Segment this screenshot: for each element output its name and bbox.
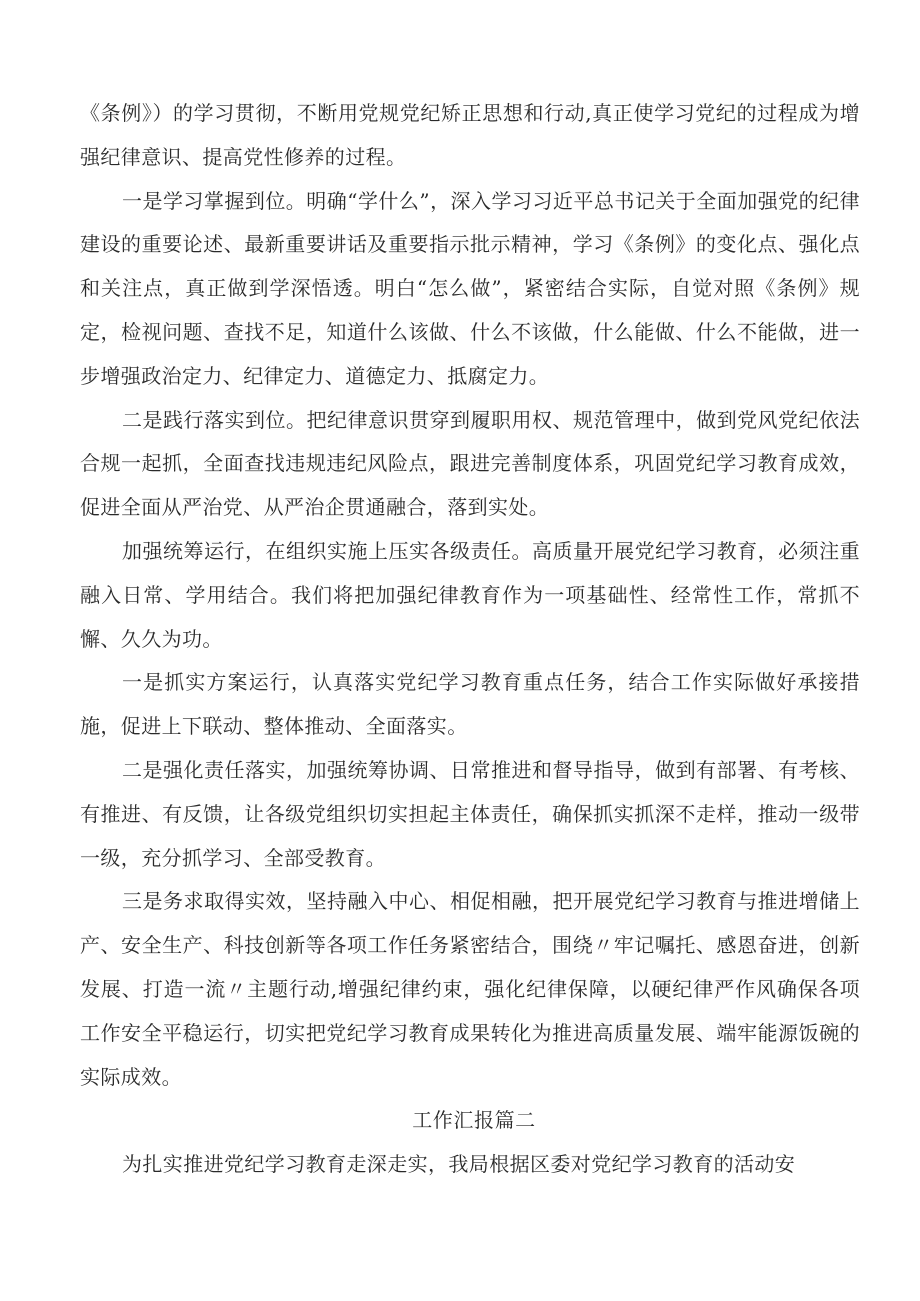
- paragraph-5: 一是抓实方案运行，认真落实党纪学习教育重点任务，结合工作实际做好承接措施，促进上下联动、整体推动、全面落实。: [80, 670, 860, 739]
- paragraph-3: 二是践行落实到位。把纪律意识贯穿到履职用权、规范管理中，做到党风党纪依法合规一起抓，全面查找违规违纪风险点，跟进完善制度体系，巩固党纪学习教育成效，促进全面从严治党、从严治企贯通融合，落到实处。: [80, 407, 860, 520]
- document-body: [80, 92, 860, 1187]
- closing-paragraph: 为扎实推进党纪学习教育走深走实，我局根据区委对党纪学习教育的活动安: [122, 1152, 796, 1177]
- paragraph-2: 一是学习掌握到位。明确“学什么”，深入学习习近平总书记关于全面加强党的纪律建设的重要论述、最新重要讲话及重要指示批示精神，学习《条例》的变化点、强化点和关注点，真正做到学深悟透。明白“怎么做”，紧密结合实际，自觉对照《条例》规定，检视问题、查找不足，知道什么该做、什么不该做，什么能做、什么不能做，进一步增强政治定力、纪律定力、道德定力、抵腐定力。: [80, 188, 860, 388]
- paragraph-4: 加强统筹运行，在组织实施上压实各级责任。高质量开展党纪学习教育，必须注重融入日常、学用结合。我们将把加强纪律教育作为一项基础性、经常性工作，常抓不懈、久久为功。: [80, 538, 860, 651]
- paragraph-1: 《条例》）的学习贯彻，不断用党规党纪矫正思想和行动,真正使学习党纪的过程成为增强纪律意识、提高党性修养的过程。: [80, 101, 860, 169]
- section-heading: 工作汇报篇二: [412, 1108, 536, 1133]
- paragraph-6: 二是强化责任落实，加强统筹协调、日常推进和督导指导，做到有部署、有考核、有推进、有反馈，让各级党组织切实担起主体责任，确保抓实抓深不走样，推动一级带一级，充分抓学习、全部受教育。: [80, 757, 860, 870]
- paragraph-7: 三是务求取得实效，坚持融入中心、相促相融，把开展党纪学习教育与推进增储上产、安全生产、科技创新等各项工作任务紧密结合，围绕〃牢记嘱托、感恩奋进，创新发展、打造一流〃主题行动,增强纪律约束，强化纪律保障，以硬纪律严作风确保各项工作安全平稳运行，切实把党纪学习教育成果转化为推进高质量发展、端牢能源饭碗的实际成效。: [80, 889, 860, 1089]
